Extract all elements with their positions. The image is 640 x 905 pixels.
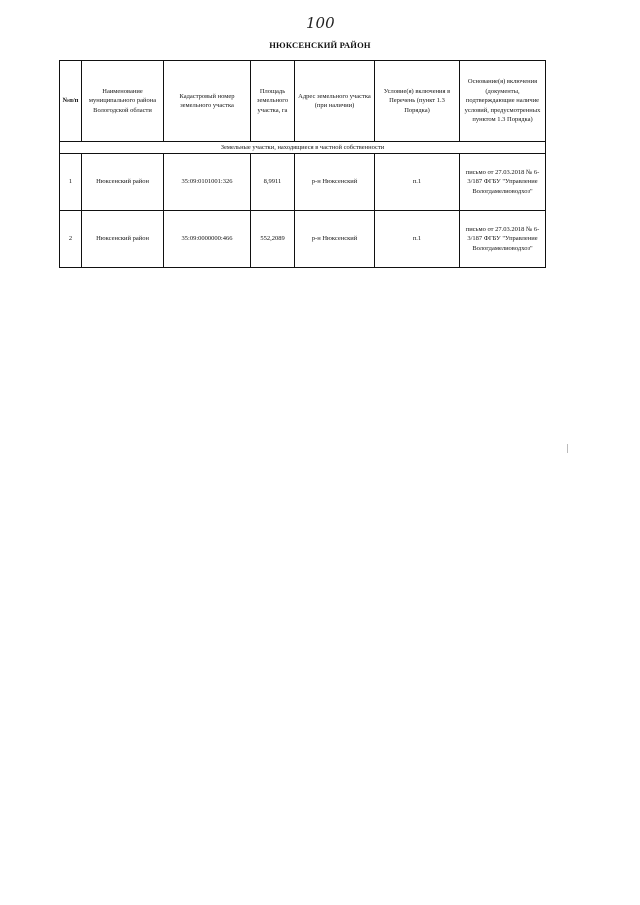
cell-address: р-н Нюксенский bbox=[295, 211, 375, 268]
table-row bbox=[60, 154, 546, 211]
header-cadastral: Кадастровый номер земельного участка bbox=[164, 61, 251, 142]
document-title: НЮКСЕНСКИЙ РАЙОН bbox=[269, 40, 371, 50]
cell-condition: п.1 bbox=[375, 154, 460, 211]
section-label: Земельные участки, находящиеся в частной собственности bbox=[60, 142, 546, 154]
cell-area: 8,9911 bbox=[251, 154, 295, 211]
cell-basis: письмо от 27.03.2018 № 6-3/187 ФГБУ "Управление Вологдамелиоводхоз" bbox=[460, 154, 546, 211]
land-plots-table bbox=[59, 60, 546, 268]
cell-basis: письмо от 27.03.2018 № 6-3/187 ФГБУ "Управление Вологдамелиоводхоз" bbox=[460, 211, 546, 268]
cell-number: 1 bbox=[60, 154, 82, 211]
cell-area: 552,2089 bbox=[251, 211, 295, 268]
cell-cadastral: 35:09:0000000:466 bbox=[164, 211, 251, 268]
header-area: Площадь земельного участка, га bbox=[251, 61, 295, 142]
section-row bbox=[60, 142, 546, 154]
header-address: Адрес земельного участка (при наличии) bbox=[295, 61, 375, 142]
cell-condition: п.1 bbox=[375, 211, 460, 268]
cell-district: Нюксенский район bbox=[82, 211, 164, 268]
cell-number: 2 bbox=[60, 211, 82, 268]
cell-address: р-н Нюксенский bbox=[295, 154, 375, 211]
header-district: Наименование муниципального района Вологодской области bbox=[82, 61, 164, 142]
page-number: 100 bbox=[306, 14, 335, 32]
cell-district: Нюксенский район bbox=[82, 154, 164, 211]
header-condition: Условие(я) включения в Перечень (пункт 1.3 Порядка) bbox=[375, 61, 460, 142]
scan-mark bbox=[567, 444, 568, 453]
table-header-row bbox=[60, 61, 546, 142]
header-number: №п/п bbox=[60, 61, 82, 142]
cell-cadastral: 35:09:0101001:326 bbox=[164, 154, 251, 211]
header-basis: Основание(я) включения (документы, подтверждающие наличие условий, предусмотренных пунктом 1.3 Порядка) bbox=[460, 61, 546, 142]
table-row bbox=[60, 211, 546, 268]
